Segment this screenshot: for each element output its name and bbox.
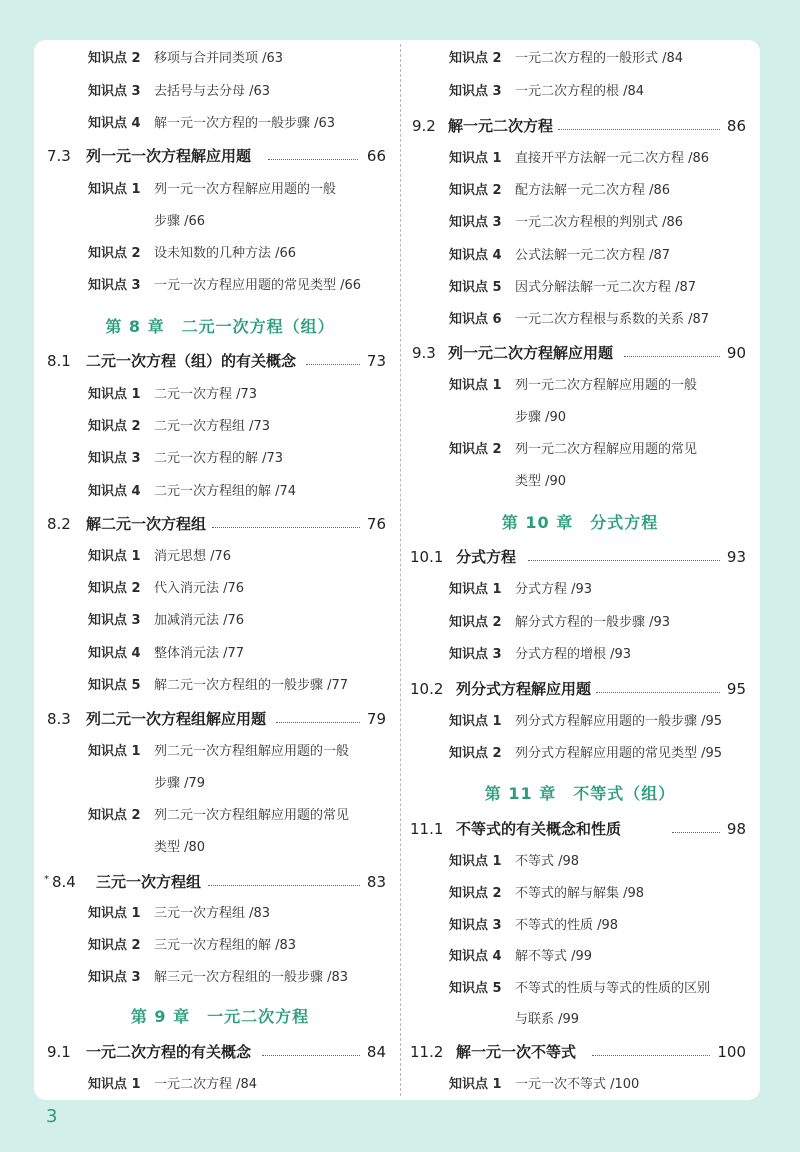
section-title: 列分式方程解应用题 bbox=[456, 680, 592, 698]
section-page: 76 bbox=[366, 515, 386, 533]
leader-dots bbox=[528, 560, 720, 561]
kp-label: 知识点 2 bbox=[88, 51, 141, 66]
section-page: 86 bbox=[726, 117, 746, 135]
kp-text: 列分式方程解应用题的常见类型 /95 bbox=[515, 746, 723, 761]
chapter-heading[interactable]: 第 9 章 一元二次方程 bbox=[130, 1007, 310, 1026]
kp-text: 列二元一次方程组解应用题的一般 bbox=[154, 744, 350, 759]
kp-text: 去括号与去分母 /63 bbox=[154, 84, 271, 99]
section-title: 列一元二次方程解应用题 bbox=[448, 344, 614, 362]
kp-label: 知识点 1 bbox=[449, 854, 502, 869]
section-page: 84 bbox=[366, 1043, 386, 1061]
section-title: 解二元一次方程组 bbox=[86, 515, 207, 533]
kp-text: 一元二次方程根的判别式 /86 bbox=[515, 215, 684, 230]
kp-label: 知识点 3 bbox=[449, 84, 502, 99]
section-title: 分式方程 bbox=[456, 548, 517, 566]
kp-label: 知识点 1 bbox=[449, 582, 502, 597]
section-page: 66 bbox=[366, 147, 386, 165]
kp-text: 直接开平方法解一元二次方程 /86 bbox=[515, 151, 710, 166]
kp-label: 知识点 3 bbox=[88, 451, 141, 466]
kp-label: 知识点 2 bbox=[449, 615, 502, 630]
kp-label: 知识点 2 bbox=[88, 246, 141, 261]
section-title: 列一元一次方程解应用题 bbox=[86, 147, 252, 165]
kp-label: 知识点 1 bbox=[449, 378, 502, 393]
kp-text: 二元一次方程的解 /73 bbox=[154, 451, 284, 466]
kp-text: 解二元一次方程组的一般步骤 /77 bbox=[154, 678, 349, 693]
kp-label: 知识点 5 bbox=[449, 981, 502, 996]
section-page: 79 bbox=[366, 710, 386, 728]
leader-dots bbox=[212, 527, 360, 528]
kp-text: 三元一次方程组 /83 bbox=[154, 906, 271, 921]
section-number: 8.2 bbox=[47, 515, 71, 533]
kp-text-cont: 步骤 /79 bbox=[154, 776, 206, 791]
kp-text: 移项与合并同类项 /63 bbox=[154, 51, 284, 66]
kp-label: 知识点 5 bbox=[88, 678, 141, 693]
kp-label: 知识点 1 bbox=[449, 1077, 502, 1092]
chapter-heading[interactable]: 第 8 章 二元一次方程（组） bbox=[105, 317, 335, 336]
kp-text: 三元一次方程组的解 /83 bbox=[154, 938, 297, 953]
kp-text: 公式法解一元二次方程 /87 bbox=[515, 248, 671, 263]
section-page: 98 bbox=[726, 820, 746, 838]
kp-label: 知识点 2 bbox=[449, 442, 502, 457]
section-number: 10.1 bbox=[410, 548, 444, 566]
kp-text-cont: 步骤 /90 bbox=[515, 410, 567, 425]
section-number: 10.2 bbox=[410, 680, 444, 698]
section-title: 三元一次方程组 bbox=[96, 873, 202, 891]
column-divider bbox=[400, 44, 401, 1096]
kp-label: 知识点 1 bbox=[88, 182, 141, 197]
kp-label: 知识点 2 bbox=[449, 886, 502, 901]
section-title: 不等式的有关概念和性质 bbox=[456, 820, 622, 838]
kp-text: 一元二次方程根与系数的关系 /87 bbox=[515, 312, 710, 327]
kp-text: 一元二次方程 /84 bbox=[154, 1077, 258, 1092]
kp-text: 不等式的性质与等式的性质的区别 bbox=[515, 981, 711, 996]
kp-text: 一元二次方程的根 /84 bbox=[515, 84, 645, 99]
kp-text: 列二元一次方程组解应用题的常见 bbox=[154, 808, 350, 823]
kp-text: 分式方程 /93 bbox=[515, 582, 593, 597]
kp-label: 知识点 2 bbox=[449, 746, 502, 761]
section-title: 列二元一次方程组解应用题 bbox=[86, 710, 267, 728]
kp-text: 列分式方程解应用题的一般步骤 /95 bbox=[515, 714, 723, 729]
kp-label: 知识点 2 bbox=[449, 51, 502, 66]
kp-label: 知识点 3 bbox=[88, 613, 141, 628]
kp-text: 配方法解一元二次方程 /86 bbox=[515, 183, 671, 198]
kp-label: 知识点 4 bbox=[88, 484, 141, 499]
kp-text: 解不等式 /99 bbox=[515, 949, 593, 964]
kp-text: 分式方程的增根 /93 bbox=[515, 647, 632, 662]
kp-text: 二元一次方程组 /73 bbox=[154, 419, 271, 434]
chapter-heading[interactable]: 第 11 章 不等式（组） bbox=[484, 784, 676, 803]
section-title: 一元二次方程的有关概念 bbox=[86, 1043, 252, 1061]
kp-text: 二元一次方程 /73 bbox=[154, 387, 258, 402]
kp-label: 知识点 3 bbox=[88, 278, 141, 293]
kp-label: 知识点 3 bbox=[449, 215, 502, 230]
kp-text-cont: 与联系 /99 bbox=[515, 1012, 580, 1027]
kp-label: 知识点 4 bbox=[88, 116, 141, 131]
kp-text: 列一元二次方程解应用题的一般 bbox=[515, 378, 698, 393]
leader-dots bbox=[268, 159, 358, 160]
kp-text: 解三元一次方程组的一般步骤 /83 bbox=[154, 970, 349, 985]
kp-label: 知识点 3 bbox=[88, 970, 141, 985]
section-title: 解一元一次不等式 bbox=[456, 1043, 577, 1061]
kp-text: 不等式的性质 /98 bbox=[515, 918, 619, 933]
kp-text: 不等式的解与解集 /98 bbox=[515, 886, 645, 901]
kp-label: 知识点 2 bbox=[88, 808, 141, 823]
kp-label: 知识点 3 bbox=[449, 647, 502, 662]
section-page: 100 bbox=[717, 1043, 746, 1061]
kp-label: 知识点 1 bbox=[88, 744, 141, 759]
kp-text: 二元一次方程组的解 /74 bbox=[154, 484, 297, 499]
kp-text: 一元一次方程应用题的常见类型 /66 bbox=[154, 278, 362, 293]
section-number: 8.1 bbox=[47, 352, 71, 370]
kp-label: 知识点 2 bbox=[449, 183, 502, 198]
section-page: 90 bbox=[726, 344, 746, 362]
kp-text: 一元一次不等式 /100 bbox=[515, 1077, 640, 1092]
kp-text: 消元思想 /76 bbox=[154, 549, 232, 564]
kp-label: 知识点 1 bbox=[88, 1077, 141, 1092]
kp-text: 一元二次方程的一般形式 /84 bbox=[515, 51, 684, 66]
kp-label: 知识点 2 bbox=[88, 419, 141, 434]
section-number: 8.4 bbox=[52, 873, 76, 891]
kp-label: 知识点 1 bbox=[88, 549, 141, 564]
page-number: 3 bbox=[46, 1106, 58, 1127]
kp-label: 知识点 1 bbox=[449, 714, 502, 729]
kp-text: 解一元一次方程的一般步骤 /63 bbox=[154, 116, 336, 131]
leader-dots bbox=[596, 692, 720, 693]
section-number: 8.3 bbox=[47, 710, 71, 728]
kp-text: 加减消元法 /76 bbox=[154, 613, 245, 628]
section-page: 93 bbox=[726, 548, 746, 566]
section-number: 11.1 bbox=[410, 820, 444, 838]
kp-label: 知识点 4 bbox=[449, 248, 502, 263]
kp-text: 列一元二次方程解应用题的常见 bbox=[515, 442, 698, 457]
kp-label: 知识点 4 bbox=[449, 949, 502, 964]
kp-label: 知识点 1 bbox=[449, 151, 502, 166]
section-page: 73 bbox=[366, 352, 386, 370]
section-page: 83 bbox=[366, 873, 386, 891]
section-page: 95 bbox=[726, 680, 746, 698]
kp-text: 代入消元法 /76 bbox=[154, 581, 245, 596]
kp-label: 知识点 1 bbox=[88, 387, 141, 402]
section-title: 解一元二次方程 bbox=[448, 117, 554, 135]
kp-label: 知识点 2 bbox=[88, 581, 141, 596]
chapter-heading[interactable]: 第 10 章 分式方程 bbox=[501, 513, 659, 532]
leader-dots bbox=[262, 1055, 360, 1056]
leader-dots bbox=[208, 885, 360, 886]
kp-text: 解分式方程的一般步骤 /93 bbox=[515, 615, 671, 630]
section-title: 二元一次方程（组）的有关概念 bbox=[86, 352, 297, 370]
kp-label: 知识点 6 bbox=[449, 312, 502, 327]
kp-label: 知识点 3 bbox=[449, 918, 502, 933]
leader-dots bbox=[276, 722, 360, 723]
section-number: 9.1 bbox=[47, 1043, 71, 1061]
leader-dots bbox=[592, 1055, 710, 1056]
optional-star: * bbox=[44, 874, 49, 885]
section-number: 9.3 bbox=[412, 344, 436, 362]
kp-label: 知识点 1 bbox=[88, 906, 141, 921]
kp-label: 知识点 4 bbox=[88, 646, 141, 661]
kp-text: 不等式 /98 bbox=[515, 854, 580, 869]
kp-text: 设未知数的几种方法 /66 bbox=[154, 246, 297, 261]
kp-label: 知识点 2 bbox=[88, 938, 141, 953]
leader-dots bbox=[558, 129, 720, 130]
kp-text: 整体消元法 /77 bbox=[154, 646, 245, 661]
kp-label: 知识点 5 bbox=[449, 280, 502, 295]
section-number: 9.2 bbox=[412, 117, 436, 135]
kp-text: 因式分解法解一元二次方程 /87 bbox=[515, 280, 697, 295]
kp-text-cont: 类型 /80 bbox=[154, 840, 206, 855]
leader-dots bbox=[624, 356, 720, 357]
section-number: 11.2 bbox=[410, 1043, 444, 1061]
kp-text-cont: 类型 /90 bbox=[515, 474, 567, 489]
kp-text: 列一元一次方程解应用题的一般 bbox=[154, 182, 337, 197]
section-number: 7.3 bbox=[47, 147, 71, 165]
kp-text-cont: 步骤 /66 bbox=[154, 214, 206, 229]
kp-label: 知识点 3 bbox=[88, 84, 141, 99]
